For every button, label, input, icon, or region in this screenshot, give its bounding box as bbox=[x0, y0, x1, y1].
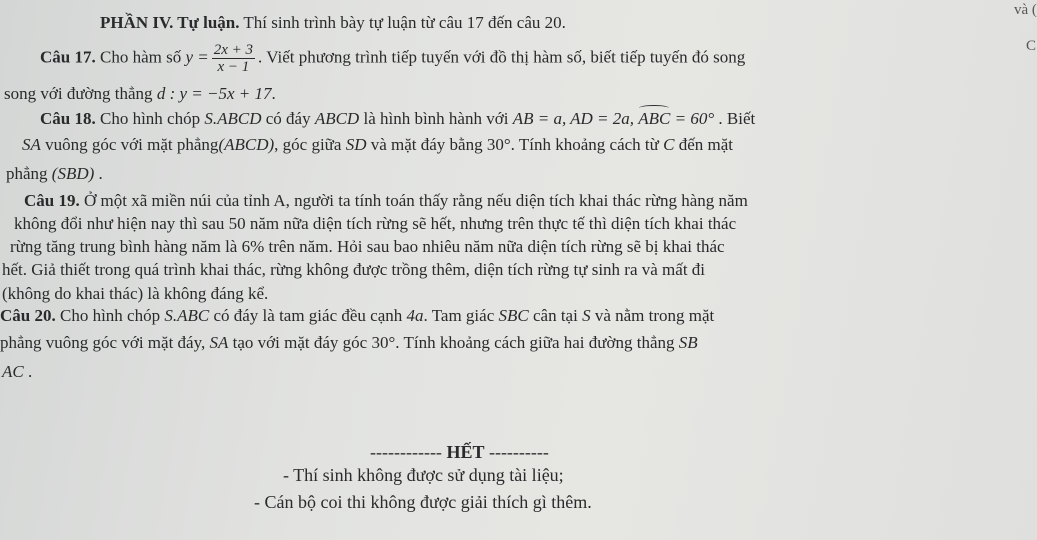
question-17-line-1: Câu 17. Cho hàm số y = $\frac{2x + 3}{x - 1}$ . Viết phương trình tiếp tuyến với đồ thị hàm số, biết tiếp tuyến đó song bbox=[40, 42, 746, 75]
end-dashes-left: ------------ bbox=[370, 442, 442, 462]
question-20-line-2: phẳng vuông góc với mặt đáy, SA tạo với mặt đáy góc 30°. Tính khoảng cách giữa hai đường thẳng SB bbox=[0, 333, 698, 352]
question-20-label: Câu 20. bbox=[0, 306, 56, 325]
question-18-line-1: Câu 18. Cho hình chóp S.ABCD có đáy ABCD là hình bình hành với AB = a, AD = 2a, ABC = 60° . Biết bbox=[40, 109, 756, 128]
footer-note-1: - Thí sinh không được sử dụng tài liệu; bbox=[283, 465, 564, 485]
section-header bbox=[100, 12, 566, 34]
question-19-line-5: (không do khai thác) là không đáng kể. bbox=[2, 284, 269, 303]
question-19-label: Câu 19. bbox=[24, 191, 80, 210]
question-17-label: Câu 17. bbox=[40, 47, 96, 67]
edge-fragment-top-right: và ( bbox=[1014, 2, 1037, 18]
fraction-numerator: 2x + 3 bbox=[213, 42, 254, 58]
end-marker bbox=[370, 440, 549, 464]
edge-fragment-c: C bbox=[1026, 38, 1037, 54]
function-fraction bbox=[212, 42, 255, 75]
question-19-line-3: rừng tăng trung bình hàng năm là 6% trên năm. Hỏi sau bao nhiêu năm nữa diện tích rừng sẽ bị khai thác bbox=[10, 237, 725, 256]
angle-abc: ABC bbox=[638, 109, 671, 128]
question-19-line-1: Câu 19. Ở một xã miền núi của tỉnh A, người ta tính toán thấy rằng nếu diện tích khai thác rừng hàng năm bbox=[24, 191, 748, 210]
part-label: PHẦN IV. Tự luận. bbox=[100, 13, 240, 32]
question-18-line-3: phẳng (SBD) . bbox=[6, 164, 103, 183]
question-19-line-2: không đổi như hiện nay thì sau 50 năm nữa diện tích rừng sẽ hết, nhưng trên thực tế thì diện tích khai thác bbox=[14, 214, 737, 233]
end-dashes-right: ---------- bbox=[488, 442, 549, 462]
question-18-line-2: SA vuông góc với mặt phẳng(ABCD), góc giữa SD và mặt đáy bằng 30°. Tính khoảng cách từ C đến mặt bbox=[22, 135, 733, 154]
question-18-label: Câu 18. bbox=[40, 109, 96, 128]
fraction-denominator: x − 1 bbox=[217, 59, 250, 75]
question-20-line-1: Câu 20. Cho hình chóp S.ABC có đáy là tam giác đều cạnh 4a. Tam giác SBC cân tại S và nằm trong mặt bbox=[0, 306, 715, 325]
question-19-line-4: hết. Giả thiết trong quá trình khai thác, rừng không được trồng thêm, diện tích rừng tự sinh ra và mất đi bbox=[2, 260, 706, 279]
line-equation: d : y = −5x + 17 bbox=[156, 84, 272, 103]
footer-note-2: - Cán bộ coi thi không được giải thích gì thêm. bbox=[254, 492, 592, 512]
question-17-line-2: song với đường thẳng d : y = −5x + 17. bbox=[4, 84, 276, 103]
question-20-line-3: AC . bbox=[2, 362, 33, 381]
part-instruction: Thí sinh trình bày tự luận từ câu 17 đến câu 20. bbox=[239, 13, 566, 32]
function-lhs: y = bbox=[185, 47, 209, 67]
end-text: HẾT bbox=[446, 442, 485, 462]
